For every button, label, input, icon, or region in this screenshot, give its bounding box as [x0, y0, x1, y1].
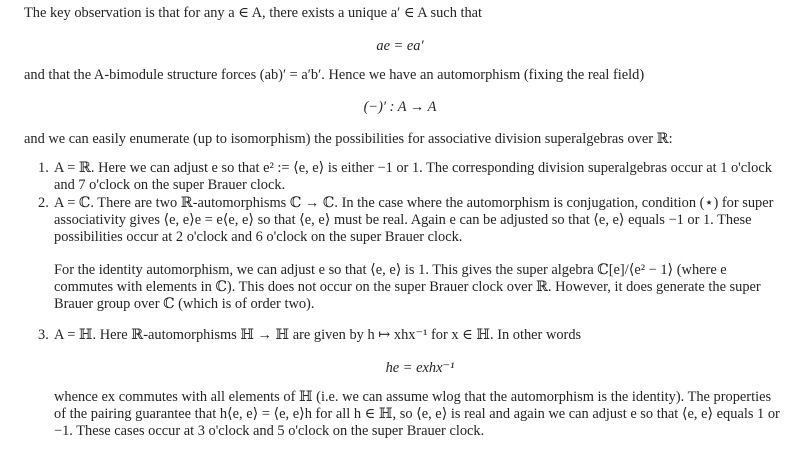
list-item-quaternions — [38, 327, 786, 344]
bimodule-paragraph: and that the A-bimodule structure forces (ab)′ = a′b′. Hence we have an automorphism (fixing the real field) — [24, 67, 645, 83]
list-item-number: 3. — [38, 327, 49, 343]
list-item-number: 1. — [38, 160, 49, 176]
intro-paragraph: The key observation is that for any a ∈ A, there exists a unique a′ ∈ A such that — [24, 5, 483, 21]
equation-automorphism: (−)′ : A → A — [363, 99, 437, 115]
pairing-paragraph: whence ex commutes with all elements of ℍ (i.e. we can assume wlog that the automorphism is the identity). The properties of the pairing guarantee that h⟨e, e⟩ = ⟨e, e⟩h for all h ∈ ℍ, so ⟨e, e⟩ is real and again we can adjust e so that ⟨e, e⟩ equals 1 or −1. These cases occur at 3 o'clock and 5 o'clock on the super Brauer clock. — [54, 389, 780, 439]
equation-he-exhx: he = exhx⁻¹ — [385, 360, 455, 376]
equation-ae-ea: ae = ea′ — [376, 38, 424, 54]
list-item-text: A = ℂ. There are two ℝ-automorphisms ℂ → ℂ. In the case where the automorphism is conjugation, condition (⋆) for super associativity gives ⟨e, e⟩e = e⟨e, e⟩ so that ⟨e, e⟩ must be real. Again e can be adjusted so that ⟨e, e⟩ equals −1 or 1. These possibilities occur at 2 o'clock and 6 o'clock on the super Brauer clock. — [54, 195, 774, 245]
enumeration-paragraph: and we can easily enumerate (up to isomorphism) the possibilities for associative division superalgebras over ℝ: — [24, 131, 673, 147]
list-item-text: A = ℝ. Here we can adjust e so that e² := ⟨e, e⟩ is either −1 or 1. The corresponding division superalgebras occur at 1 o'clock and 7 o'clock on the super Brauer clock. — [54, 160, 772, 193]
identity-automorphism-paragraph: For the identity automorphism, we can adjust e so that ⟨e, e⟩ is 1. This gives the super algebra ℂ[e]/⟨e² − 1⟩ (where e commutes with elements in ℂ). This does not occur on the super Brauer clock over ℝ. However, it does generate the super Brauer group over ℂ (which is of order two). — [54, 262, 761, 312]
list-item-text: A = ℍ. Here ℝ-automorphisms ℍ → ℍ are given by h ↦ xhx⁻¹ for x ∈ ℍ. In other words — [54, 327, 582, 343]
list-item-number: 2. — [38, 195, 49, 211]
list-item-reals — [38, 160, 786, 194]
list-item-complex — [38, 195, 786, 246]
